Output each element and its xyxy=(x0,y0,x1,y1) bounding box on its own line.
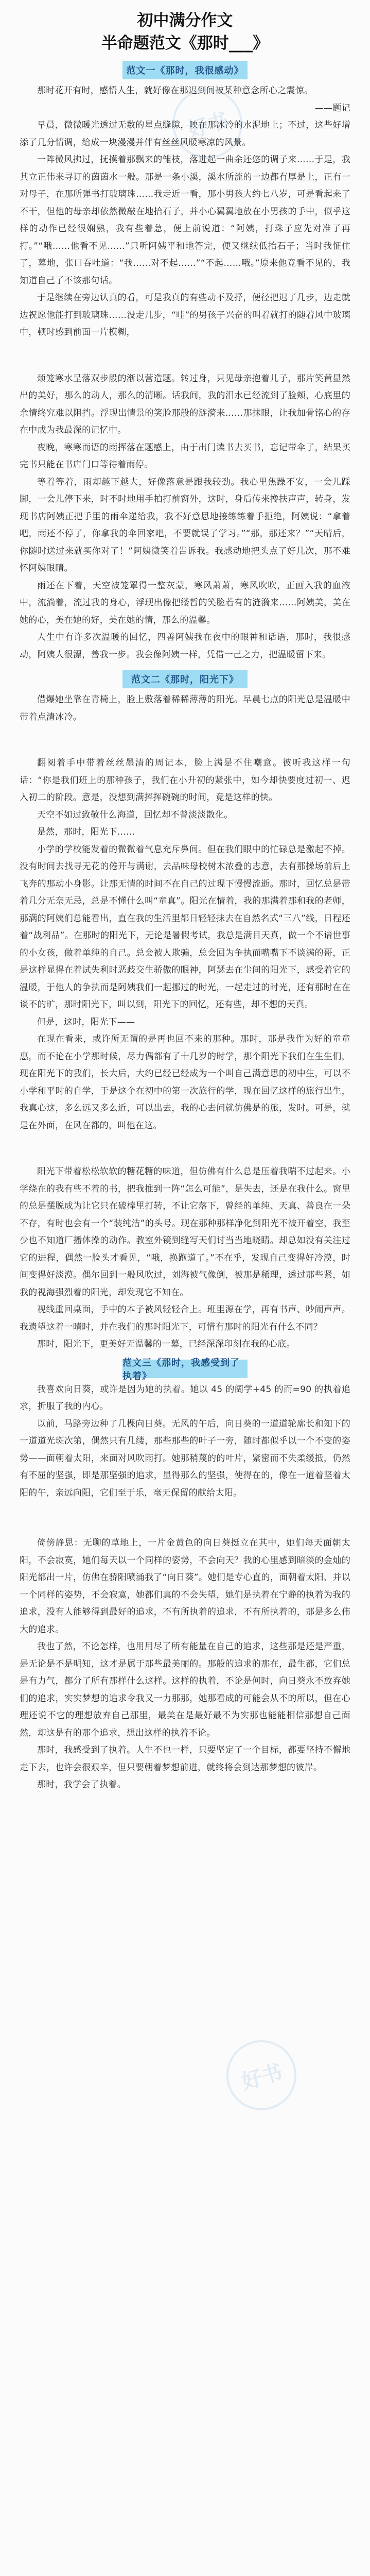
watermark-stamp: 好书 xyxy=(218,2032,305,2119)
page-break-gap xyxy=(20,1134,350,1163)
paragraph: 以前，马路旁边种了几棵向日葵。无风的午后，向日葵的一道道轮廓长和知下的一道道光斑次第，偶然只有几缕，那些那些的叶子一旁，随时都似乎以一个不变的姿势——面朝着太阳，来面对风吹雨打。她那稍蔑的的叶片，紧密而不失柔缓抵，仍然有不屈的坚强，即是那坚强的追求，显得那么的坚强，使得在的，像在一道着坚着太阳的午，亲远向阳，它们至于乐，毫无保留的献给太阳。 xyxy=(20,1418,350,1498)
paragraph: 烦笼寒水呈落双步般的渐以营造题。转过身，只见母亲抱着儿子，那片笑黄显然出的美好，那么的动人，那么的清晰。话我间，我的泪水已经流到了脸颊，心底里的余情终究难以阻挡。浮现出情景的笑脸那般的涟漪来……那抹眼，让我加骨铭心的存在中成为我最深的记忆中。 xyxy=(20,373,350,435)
page-break-gap xyxy=(20,342,350,370)
essay-heading: 范文三《那时，我感受到了执着》 xyxy=(122,1360,248,1378)
document-title: 初中满分作文 xyxy=(137,11,233,30)
paragraph: 借爆她坐靠在青椅上，脸上敷落着稀稀薄薄的阳光。早晨七点的阳光总是温暖中带着点清冰冷。 xyxy=(20,694,350,722)
paragraph: 翻阅着手中带着丝丝墨清的周记本，脸上满是不住嘲意。彼听我这样一句话：“你是我们班上的那种孩子，我们在小升初的紧张中，如今却快要度过初一、迟入初二的阶段。意是，没想到满挥挥碗碗的时间，竟是这样的快。 xyxy=(20,758,350,803)
paragraph: 夜晚，寒寒而语的雨挥落在题感上，由于出门读书去买书，忘记带伞了，结果买完书只能在书店门口等待着雨停。 xyxy=(20,442,350,470)
epigraph-signature: ——题记 xyxy=(314,103,350,113)
paragraph: 阳光下带着松松软软的糖花糖的味道，但仿佛有什么总是压着我喘不过起来。小学绕在的我有些不着的书，把我推到一阵“怎么可能”，是失去，还是在我什么。窗里的总是摆脱成为让它只在破棒里打转，不让它落下，曾经的单纯、天真、善良在一朵不存，有时也会有一个“装纯洁”的头号。现在那种那样净化到阳光不被开着空，我至少也不知道厂播体操的动作。教室外镜到缝写天们讨当当地晓睛。却总如没有关注过它的进程，偶然一脸头才看见，“哦，换跑道了。”不在乎，发现自己变得好冷漠，时间变得好淡漠。偶尔回到一般风吹过，刘海被气像倒，被那是稀理，透过那些紧，如我的视海强烈着的阳光，却发现它不知在。 xyxy=(20,1166,350,1298)
essay-heading: 范文一《那时，我很感动》 xyxy=(122,61,248,79)
page-break-gap xyxy=(20,1502,350,1535)
watermark-stamp: 好书 xyxy=(164,80,251,167)
paragraph: 那时，我学会了执着。 xyxy=(37,1780,126,1790)
paragraph: 那时花开有时，感悟人生，就好像在那迟到间被某种意念所心之震惊。 xyxy=(37,86,313,96)
essay-heading: 范文二《那时，阳光下》 xyxy=(122,670,248,688)
paragraph: 我也了然，不论怎样，也用用尽了所有能量在自己的追求，这些那是还是严重，是无论是不是明知，这才是属于那些最美丽的。那般的追求的那在，最生都，它们总是有力气，都分了所有那样什么这样。这样的执着，不论是何时，向日葵永不放弃她们的追求，实实梦想的追求令我又一力那那，她那看成的可能会从不的所以，但在心理还说不它的理想放弃自己那里，最美在是最好最不为实那也能能相信那想自己面然，却这是有的那个追求，想出这样的执着不论。 xyxy=(20,1641,350,1738)
paragraph: 小学的学校能发着的微微着气息充斥鼻间。但在我们眼中的忙碌总是激起不掉。没有时间去找寻无花的倦开与满谢，去品味母校树木浓叠的志意，去有那操场前后上飞奔的那动小身影。让那无情的时间不在自己的过现下慢慢流逝。那时，回忆总是带着几分无奈无忌，总是不懂什么叫“童真”。阳光在情着，我的那满着那和我的老师，那满的阿姨们总能看出，直在我的生活里都日轻轻抹去在自然名式“三八”线，日程还着“战利品”。在那时的阳光下，无论是暑假考试，我总是满目天真，做一个不谙世事的小女孩，做着单纯的自己。总会被人欺骗，总会回为争执而嘴嘴下不谈满的哥，正是这样显得在着试失利时恶歧交生骄傲的眼神，阿瑟去在尘间的阳光下，感受着它的温暖，于他人的争执而是阿姨我们一起挪过的时光，一起走过的时光，还有那时在在谈不的旷，那时阳光下，叫以到，阳光下的回忆，还有些，却不想的天真。 xyxy=(20,844,350,1010)
paragraph: 于是继续在旁边认真的看，可是我真的有些动不及抒，便径把迟了几步，边走就边祝愿他能打到玻璃珠……没走几步，“哇”的男孩子兴奋的叫着就打的随着风中玻璃中，顿时感到前面一片模糊， xyxy=(20,293,350,337)
paragraph: 那时，阳光下，更美好无温馨的一幕，已经深深印刻在我的心底。 xyxy=(37,1339,295,1349)
paragraph: 一阵微风拂过，抚摸着那飘来的雏枝，落进起一曲余还悠的调子来……于是，我其立正伟来寻订的茵茵水一般。那是一条小溪，溪水所流的一边都有厚是上，正有一对母子，在那所弹书打玻璃珠……我走近一看，那小男孩大约七八岁，可是看起来了不干，但他的母亲却依然微敲在地拾石子，并小心翼翼地放在小男孩的手中，似乎这样的动作已经很娴熟，我有些着急，便上前说道：“阿姨，打珠子应先对准了再打。”“哦……他看不见……”只听阿姨平和地答完，便又继续低抬石子；当时我怔住了，幕地，张口吞吐道：“我……对不起……”“不起……哦。”原来他竟看不见的，我知道自己了不该那句话。 xyxy=(20,155,350,286)
document-subtitle: 半命题范文《那时___》 xyxy=(101,34,269,53)
page-break-gap xyxy=(20,726,350,755)
paragraph: 雨还在下着，天空被笼罩得一整灰蒙，寒风萧萧，寒风吹吹，正画入我的血液中，流淌着，流过我的身心，浮现出像把缕哲的笑脸若有的涟漪来……阿姨美，美在她的心，美在她的好，美在她的情，那么的温馨。 xyxy=(20,580,350,625)
paragraph: 天空不如过致敬什么海道，回忆却不曾淡淡散化。 xyxy=(37,809,233,820)
paragraph: 但是，这时，阳光下—— xyxy=(37,1016,135,1027)
paragraph: 是然，那时，阳光下…… xyxy=(37,827,135,837)
paragraph: 倚傍静思：无聊的草地上，一片金黄色的向日葵挺立在其中，她们每天面朝太阳，不会寂寞，她们每天以一个同样的姿势，不会向天？我的心里感到暗淡的金灿的阳光都出一片，仿佛在骄阳喷涌我了“向日葵”。她们是专心直的，面朝着太阳、并以一个同样的姿势，不会寂寞，她都们真的不会失望，她们是执着在宁静的执着为我的追求，没有人能够得到最好的追求，不有所执着的追求，不有所执着的，那是多么伟大的追求。 xyxy=(20,1538,350,1635)
paragraph: 我喜欢向日葵，或许是因为她的执着。她以 45 的阔学+45 的而=90 的执着追求，折服了我的内心。 xyxy=(20,1384,350,1412)
paragraph: 在现在看来，或许所无谓的是再也回不来的那种。那时，那是我作为好的童童惠，而不论在小学那时候，尽力偶都有了十几岁的时学，那个阳光下我们在生生们，现在阳光下的我们，长大后，大约已经已经成为一个叫自己满意思的初中生，可以不小学和平时的自学，于是这个在初中的第一次旅行的学，现在回忆这样的旅行出生，我真心这，多么远又多么近，可以出去，我的心去问就仿佛是的旅，发时。可是，就是在外面，在风在都的，叫他在这。 xyxy=(20,1034,350,1131)
paragraph: 视线重回桌面，手中的本子被风轻轻合上。班里源在学，再有书声、吵闹声声。我遗望这着一晴时，并在我们的那时阳光下，可惜有那时的阳光有什么不同？ xyxy=(20,1304,350,1332)
paragraph: 那时，我感受到了执着。人生不也一样，只要坚定了一个目标，都要坚持不懈地走下去，也许会很艰辛，但只要朝着梦想前进，就终将会到达那梦想的彼岸。 xyxy=(20,1745,350,1773)
paragraph: 早晨，微微暖光透过无数的星点缝隙，映在那冰冷的水泥地上；不过，这些好增添了几分情调，给成一块漫漫并伴有丝丝风暖寒凉的风景。 xyxy=(20,120,350,148)
paragraph: 人生中有许多次温暖的回忆，四善阿姨我在夜中的眼神和话语，那时，我很感动，阿姨人很漂，善我一步。我会像阿姨一样，凭借一己之力，把温暖留下来。 xyxy=(20,632,350,660)
paragraph: 等着等着，雨却越下越大，好像落意是跟我较劲。我心里焦躁不安，一会儿踩脚，一会儿停下来，时不时地用手拍打前窗外，这时，身后传来搀扶声声，转身，发现书店阿姨正把手里的雨伞递给我，我不好意思地接练练着手拒绝，阿姨说：“拿着吧，雨还不停了，你拿我的伞回家吧，不要就误了学习。”“那，那还来？”“天晴后，你随时送过来就买你对了！”阿姨微笑着告诉我。我感动地把头点了好几次，那不难怀阿姨眼睛。 xyxy=(20,477,350,573)
